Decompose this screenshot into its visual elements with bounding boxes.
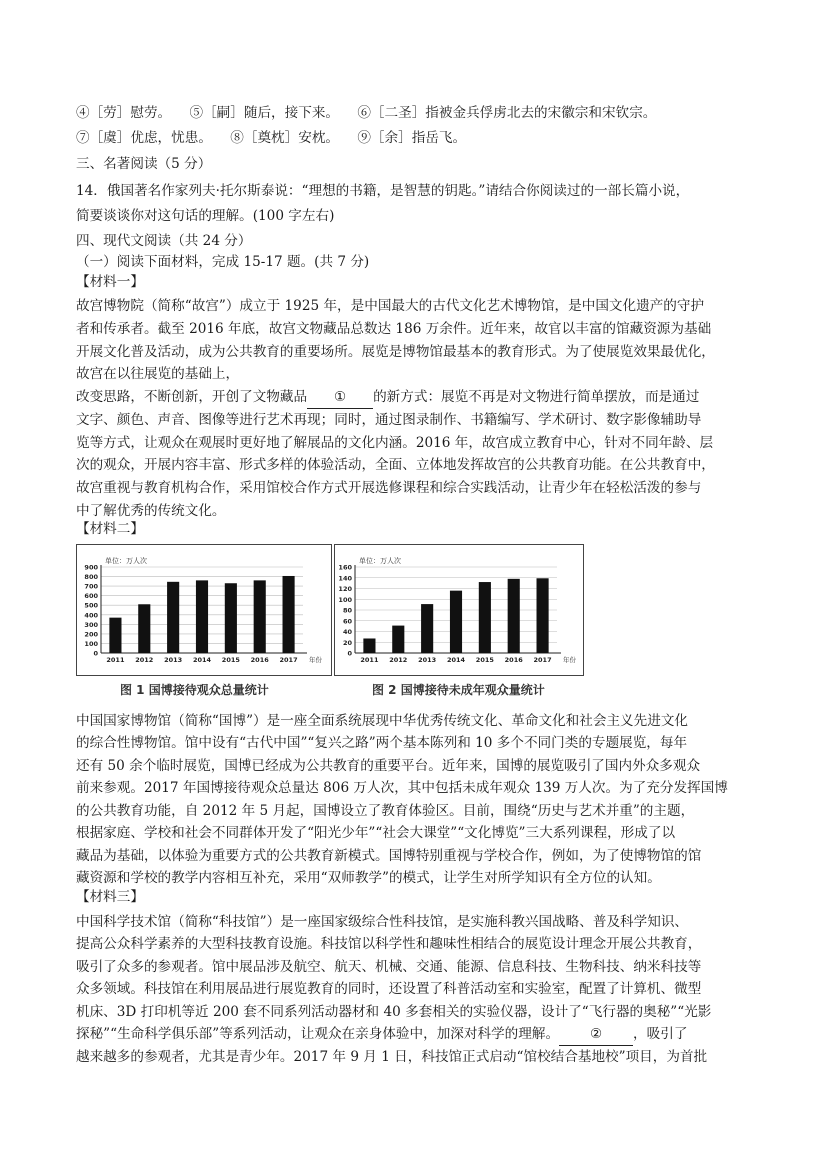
y-tick-label: 700 [84,582,98,591]
x-tick-label: 2012 [389,656,408,664]
x-tick-label: 2013 [164,656,183,664]
material-2-line: 前来参观。2017 年国博接待观众总量达 806 万人次，其中包括未成年观众 139 万人次。为了充分发挥国博 [76,780,728,796]
y-tick-label: 80 [342,606,352,615]
x-tick-label: 2013 [418,656,437,664]
footnotes-row-2 [76,127,480,149]
material-1-line: 中了解优秀的传统文化。 [76,503,226,519]
chart-minor-visitors [335,545,583,675]
y-tick-label: 60 [342,617,352,626]
bar [254,580,266,653]
footnote-4: ④［劳］慰劳。 [76,105,172,121]
material-3-line: 众多领域。科技馆在利用展品进行展览教育的同时，还设置了科普活动室和实验室，配置了计算机、微型 [76,981,702,997]
footnotes-row-1 [76,102,670,124]
y-tick-label: 900 [84,563,98,572]
y-tick-label: 200 [84,630,98,639]
x-tick-label: 2016 [504,656,523,664]
x-tick-label: 2016 [250,656,269,664]
y-tick-label: 100 [338,595,352,604]
material-3-text: 探秘”“生命科学俱乐部”等系列活动，让观众在亲身体验中，加深对科学的理解。 [76,1026,560,1042]
footnote-7: ⑦［虞］优虑，忧患。 [76,130,212,146]
unit-label: 单位：万人次 [105,557,147,565]
unit-label: 单位：万人次 [359,557,401,565]
material-2-line: 藏资源和学校的教学内容相互补充，采用“双师教学”的模式，让学生对所学知识有全方位的认知。 [76,870,661,886]
material-2-title: 【材料二】 [76,521,144,537]
material-1-line: 故宫在以往展览的基础上， [76,366,240,382]
material-1-line: 故宫博物院（简称“故宫”）成立于 1925 年，是中国最大的古代文化艺术博物馆，是中国文化遗产的守护 [76,298,705,314]
chart-1-frame [76,544,332,676]
material-1-title: 【材料一】 [76,274,144,290]
material-1-line: 文字、颜色、声音、图像等进行艺术再现；同时，通过图录制作、书籍编写、学术研讨、数字影像辅助导 [76,412,702,428]
y-tick-label: 0 [93,649,98,658]
y-tick-label: 0 [347,649,352,658]
x-tick-label: 2017 [279,656,298,664]
material-3-text: ，吸引了 [633,1026,688,1042]
bar [508,579,520,653]
chart-2-caption: 图 2 国博接待未成年观众量统计 [372,683,545,697]
material-3-line: 中国科学技术馆（简称“科技馆”）是一座国家级综合性科技馆，是实施科教兴国战略、普及科学知识、 [76,914,689,930]
y-tick-label: 160 [338,563,352,572]
question-14-line-1: 14．俄国著名作家列夫·托尔斯泰说：“理想的书籍，是智慧的钥匙。”请结合你阅读过的一部长篇小说， [76,183,690,199]
material-2-line: 还有 50 余个临时展览，国博已经成为公共教育的重要平台。近年来，国博的展览吸引了国内外众多观众 [76,758,701,774]
section-4-heading: 四、现代文阅读（共 24 分） [76,233,252,249]
y-tick-label: 20 [342,638,352,647]
part-1-instructions: （一）阅读下面材料，完成 15-17 题。(共 7 分) [76,254,370,270]
x-tick-label: 2017 [533,656,552,664]
material-3-line: 机床、3D 打印机等近 200 套不同系列活动器材和 40 多套相关的实验仪器，设计了“飞行器的奥秘”“光影 [76,1004,712,1020]
bar [225,583,237,653]
bar [167,582,179,653]
y-tick-label: 300 [84,620,98,629]
material-3-line: 吸引了众多的参观者。馆中展品涉及航空、航天、机械、交通、能源、信息科技、生物科技、纳米科技等 [76,959,702,975]
material-2-line: 中国国家博物馆（简称“国博”）是一座全面系统展现中华优秀传统文化、革命文化和社会主义先进文化 [76,713,689,729]
bar [109,618,121,653]
material-1-line: 故宫重视与教育机构合作，采用馆校合作方式开展选修课程和综合实践活动，让青少年在轻松活泼的参与 [76,480,702,496]
x-tick-label: 2011 [106,656,125,664]
bar [196,580,208,653]
chart-total-visitors [77,545,331,675]
material-1-line: 次的观众，开展内容丰富、形式多样的体验活动，全面、立体地发挥故宫的公共教育功能。在公共教育中， [76,457,715,473]
x-tick-label: 2015 [475,656,494,664]
bar [283,576,295,653]
y-tick-label: 600 [84,592,98,601]
material-2-line: 根据家庭、学校和社会不同群体开发了“阳光少年”“社会大课堂”“文化博览”三大系列课程，形成了以 [76,825,676,841]
x-tick-label: 2012 [135,656,154,664]
y-tick-label: 400 [84,611,98,620]
x-tick-label: 2015 [221,656,240,664]
bar [479,582,491,653]
material-3-line-with-blank [76,1023,687,1046]
answer-blank-2: ② [559,1023,633,1046]
material-3-line: 越来越多的参观者，尤其是青少年。2017 年 9 月 1 日，科技馆正式启动“馆校结合基地校”项目，为首批 [76,1049,708,1065]
footnote-6: ⑥［二圣］指被金兵俘虏北去的宋徽宗和宋钦宗。 [357,105,657,121]
answer-blank-1: ① [307,386,373,409]
y-tick-label: 100 [84,639,98,648]
bar [363,638,375,653]
bar [138,604,150,653]
x-tick-label: 2011 [360,656,379,664]
material-1-line: 者和传承者。截至 2016 年底，故宫文物藏品总数达 186 万余件。近年来，故官以丰富的馆藏资源为基础 [76,321,712,337]
x-axis-label: 年份 [563,656,576,664]
bar [537,578,549,653]
x-tick-label: 2014 [446,656,466,664]
x-axis-label: 年份 [309,656,322,664]
footnote-5: ⑤［嗣］随后，接下来。 [189,105,340,121]
y-tick-label: 40 [342,628,352,636]
y-tick-label: 500 [84,601,98,610]
y-tick-label: 800 [84,573,98,582]
material-1-text: 改变思路，不断创新，开创了文物藏品 [76,389,308,405]
chart-2-frame [334,544,584,676]
x-tick-label: 2014 [192,656,212,664]
material-2-line: 藏品为基础，以体验为重要方式的公共教育新模式。国博特别重视与学校合作，例如，为了使博物馆的馆 [76,848,702,864]
y-tick-label: 120 [338,585,352,593]
material-1-text: 的新方式：展览不再是对文物进行简单摆放，而是通过 [373,389,700,405]
bar [421,604,433,653]
section-3-heading: 三、名著阅读（5 分） [76,156,212,172]
bar [450,591,462,653]
question-14-line-2: 简要谈谈你对这句话的理解。(100 字左右) [76,208,335,224]
material-1-line: 开展文化普及活动，成为公共教育的重要场所。展览是博物馆最基本的教育形式。为了使展览效果最优化， [76,344,715,360]
footnote-9: ⑨［余］指岳飞。 [357,130,467,146]
chart-1-caption: 图 1 国博接待观众总量统计 [120,683,269,697]
y-tick-label: 140 [338,574,352,583]
material-1-line: 览等方式，让观众在观展时更好地了解展品的文化内涵。2016 年，故宫成立教育中心，针对不同年龄、层 [76,435,714,451]
material-3-title: 【材料三】 [76,889,144,905]
material-3-line: 提高公众科学素养的大型科技教育设施。科技馆以科学性和趣味性相结合的展览设计理念开展公共教育， [76,936,702,952]
material-1-line-with-blank [76,386,699,409]
bar [392,626,404,653]
material-2-line: 的综合性博物馆。馆中设有“古代中国”“复兴之路”两个基本陈列和 10 多个不同门类的专题展览，每年 [76,735,688,751]
footnote-8: ⑧［奠枕］安枕。 [230,130,340,146]
material-2-line: 的公共教育功能，自 2012 年 5 月起，国博设立了教育体验区。目前，围绕“历史与艺术并重”的主题， [76,803,695,819]
